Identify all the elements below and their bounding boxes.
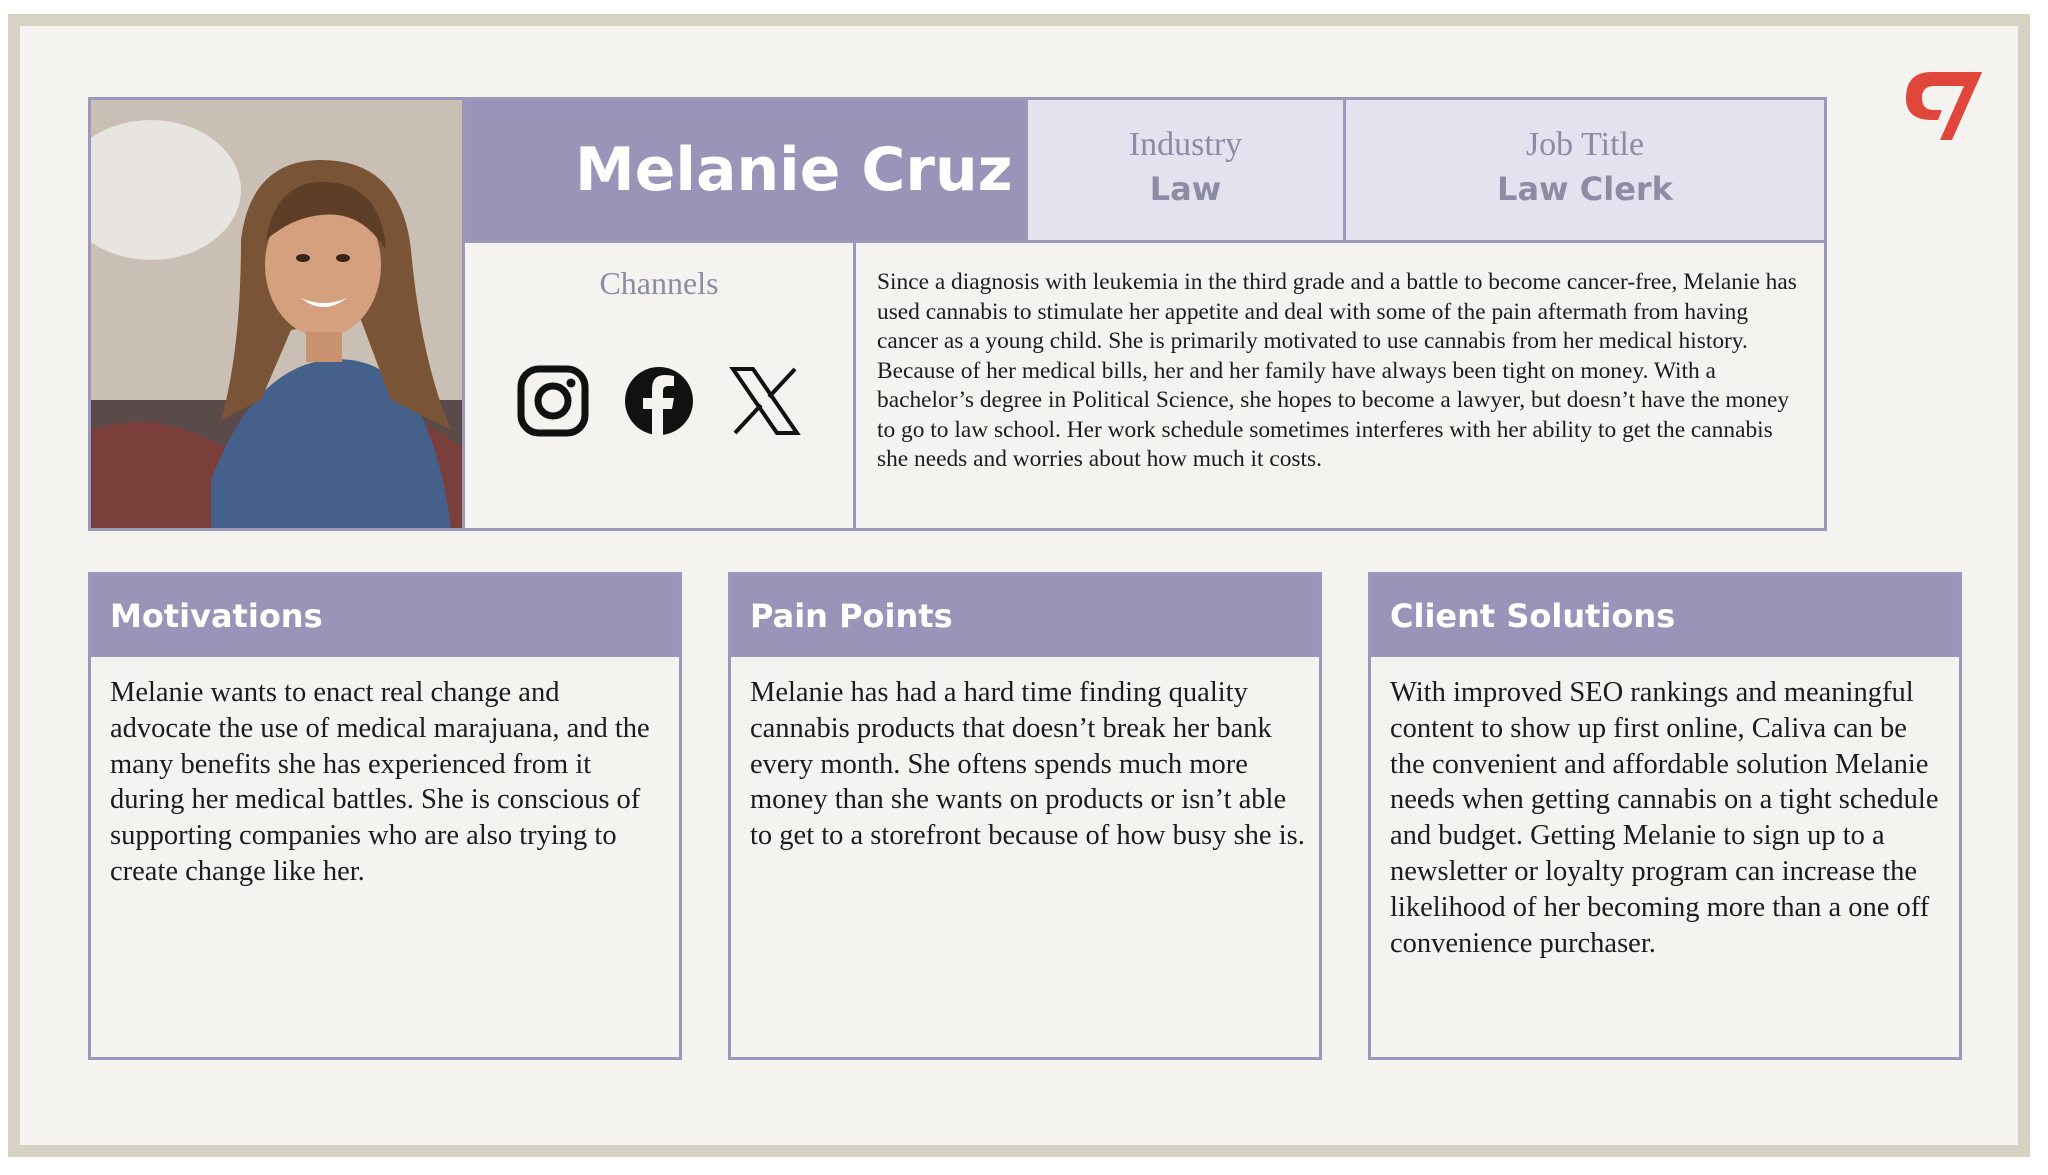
- card-body: Melanie has had a hard time finding quality cannabis products that doesn’t break her bank every month. She oftens spends much more money than she wants on products or isn’t able to get to a storefront because of how busy she is.: [750, 677, 1305, 852]
- motivations-card: [88, 572, 682, 1060]
- card-header: [1371, 575, 1959, 657]
- job-title-label: Job Title: [1525, 126, 1645, 163]
- client-solutions-card: [1368, 572, 1962, 1060]
- card-title: Client Solutions: [1390, 597, 1676, 635]
- card-title: Motivations: [110, 597, 323, 635]
- card-title: Pain Points: [750, 597, 953, 635]
- pain-points-card: [728, 572, 1322, 1060]
- facebook-icon[interactable]: [621, 363, 697, 439]
- persona-bio: Since a diagnosis with leukemia in the third grade and a battle to become cancer-free, Melanie has used cannabis to stimulate her appetite and deal with some of the pain aftermath from having cancer as a young child. She is primarily motivated to use cannabis from her medical history. Because of her medical bills, her and her family have always been tight on money. With a bachelor’s degree in Political Science, she hopes to become a lawyer, but doesn’t have the money to go to law school. Her work schedule sometimes interferes with her ability to get the cannabis she needs and worries about how much it costs.: [877, 269, 1797, 472]
- industry-label: Industry: [1128, 126, 1243, 163]
- channel-icons: [465, 363, 853, 443]
- name-banner: [465, 100, 1025, 240]
- job-title-cell: [1343, 100, 1824, 240]
- x-icon[interactable]: [727, 363, 803, 439]
- instagram-icon[interactable]: [515, 363, 591, 439]
- channels-section: [465, 243, 853, 528]
- persona-name: Melanie Cruz: [575, 135, 1013, 205]
- card-header: [731, 575, 1319, 657]
- card-body: With improved SEO rankings and meaningful content to show up first online, Caliva can be the convenient and affordable solution Melanie needs when getting cannabis on a tight schedule and budget. Getting Melanie to sign up to a newsletter or loyalty program can increase the likelihood of her becoming more than a one off convenience purchaser.: [1390, 677, 1939, 959]
- persona-photo-illustration: [91, 100, 465, 528]
- channels-label: Channels: [599, 265, 719, 301]
- card-header: [91, 575, 679, 657]
- industry-value: Law: [1149, 170, 1222, 208]
- divider: [853, 243, 856, 528]
- persona-header: [88, 97, 1827, 531]
- card-body: Melanie wants to enact real change and advocate the use of medical marajuana, and the many benefits she has experienced from it during her medical battles. She is conscious of supporting companies who are also trying to create change like her.: [110, 677, 650, 887]
- industry-cell: [1025, 100, 1343, 240]
- brand-logo-icon: [1902, 68, 1986, 144]
- job-title-value: Law Clerk: [1497, 170, 1673, 208]
- persona-photo: [91, 100, 465, 528]
